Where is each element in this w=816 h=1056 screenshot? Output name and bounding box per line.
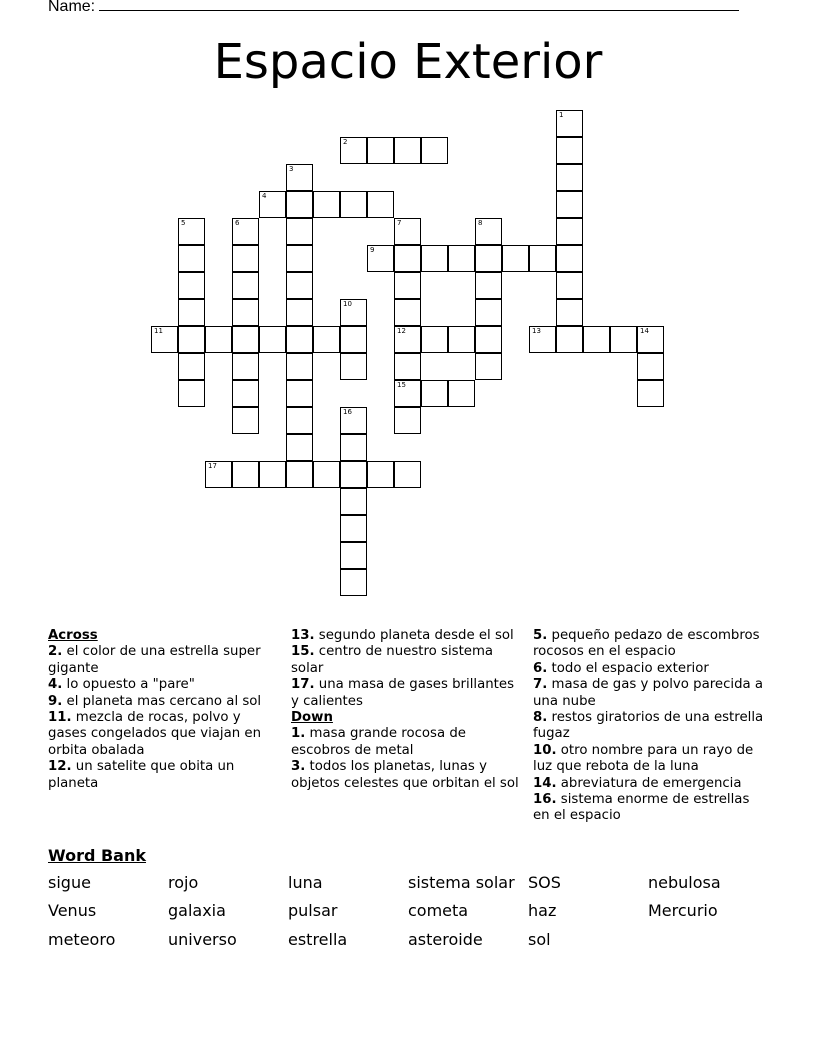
clue-number: 4.: [48, 677, 63, 693]
crossword-cell[interactable]: [178, 272, 205, 299]
crossword-cell[interactable]: [178, 218, 205, 245]
cell-number: 6: [235, 219, 240, 227]
crossword-cell[interactable]: [340, 461, 367, 488]
crossword-cell[interactable]: [394, 461, 421, 488]
crossword-cell[interactable]: [259, 191, 286, 218]
crossword-cell[interactable]: [556, 299, 583, 326]
down-heading: Down: [291, 710, 333, 726]
clue-number: 3.: [291, 759, 306, 775]
crossword-cell[interactable]: [286, 461, 313, 488]
crossword-cell[interactable]: [448, 245, 475, 272]
crossword-cell[interactable]: [286, 272, 313, 299]
clue-item: [533, 792, 769, 825]
across-heading: Across: [48, 628, 98, 643]
cell-number: 12: [397, 327, 406, 335]
crossword-cell[interactable]: [232, 218, 259, 245]
clue-item: [48, 694, 278, 710]
crossword-cell[interactable]: [556, 272, 583, 299]
word-bank-item: rojo: [168, 873, 199, 892]
clue-number: 11.: [48, 710, 72, 726]
cell-number: 15: [397, 381, 406, 389]
page-title: Espacio Exterior: [213, 34, 603, 90]
crossword-cell[interactable]: [367, 461, 394, 488]
clues-column-2: [291, 628, 519, 792]
cell-number: 11: [154, 327, 163, 335]
clue-number: 6.: [533, 660, 548, 676]
clue-text: una masa de gases brillantes y calientes: [291, 677, 515, 709]
clue-number: 9.: [48, 693, 63, 709]
clue-item: [48, 710, 278, 759]
clue-item: [533, 661, 769, 677]
crossword-cell[interactable]: [286, 191, 313, 218]
crossword-cell[interactable]: [475, 272, 502, 299]
crossword-cell[interactable]: [475, 353, 502, 380]
word-bank-item: asteroide: [408, 930, 483, 949]
crossword-cell[interactable]: [556, 164, 583, 191]
clue-text: abreviatura de emergencia: [556, 775, 742, 791]
clue-text: centro de nuestro sistema solar: [291, 644, 494, 676]
crossword-cell[interactable]: [340, 515, 367, 542]
crossword-cell[interactable]: [286, 245, 313, 272]
clue-text: masa grande rocosa de escobros de metal: [291, 726, 466, 758]
crossword-cell[interactable]: [205, 326, 232, 353]
crossword-cell[interactable]: [232, 272, 259, 299]
crossword-cell[interactable]: [394, 407, 421, 434]
crossword-cell[interactable]: [205, 461, 232, 488]
crossword-cell[interactable]: [475, 218, 502, 245]
clue-number: 7.: [533, 677, 548, 693]
clue-item: [291, 628, 519, 644]
cell-number: 14: [640, 327, 649, 335]
crossword-cell[interactable]: [259, 326, 286, 353]
crossword-cell[interactable]: [232, 326, 259, 353]
clue-number: 15.: [291, 644, 315, 660]
word-bank-title: Word Bank: [48, 846, 147, 865]
cell-number: 8: [478, 219, 483, 227]
cell-number: 4: [262, 192, 267, 200]
crossword-cell[interactable]: [286, 326, 313, 353]
clue-number: 12.: [48, 759, 72, 775]
name-label: Name:: [48, 0, 96, 15]
clue-text: lo opuesto a "pare": [62, 677, 195, 693]
crossword-cell[interactable]: [286, 434, 313, 461]
word-bank-item: luna: [288, 873, 323, 892]
crossword-cell[interactable]: [394, 353, 421, 380]
crossword-cell[interactable]: [178, 326, 205, 353]
crossword-cell[interactable]: [475, 326, 502, 353]
word-bank-item: SOS: [528, 873, 561, 892]
crossword-cell[interactable]: [421, 380, 448, 407]
clue-number: 5.: [533, 628, 548, 643]
crossword-cell[interactable]: [556, 191, 583, 218]
cell-number: 9: [370, 246, 375, 254]
clue-text: el color de una estrella super gigante: [48, 644, 261, 676]
word-bank-item: sigue: [48, 873, 91, 892]
clue-text: un satelite que obita un planeta: [48, 759, 235, 791]
clue-text: mezcla de rocas, polvo y gases congelados que viajan en orbita obalada: [48, 710, 262, 758]
word-bank-item: sol: [528, 930, 551, 949]
crossword-cell[interactable]: [475, 299, 502, 326]
clue-text: todo el espacio exterior: [547, 660, 709, 676]
crossword-cell[interactable]: [448, 326, 475, 353]
crossword-cell[interactable]: [232, 461, 259, 488]
clue-number: 2.: [48, 644, 63, 660]
crossword-cell[interactable]: [529, 326, 556, 353]
crossword-cell[interactable]: [421, 326, 448, 353]
crossword-cell[interactable]: [637, 353, 664, 380]
crossword-cell[interactable]: [394, 380, 421, 407]
crossword-cell[interactable]: [394, 137, 421, 164]
clue-item: [291, 677, 519, 710]
crossword-cell[interactable]: [232, 299, 259, 326]
crossword-cell[interactable]: [394, 245, 421, 272]
clue-text: sistema enorme de estrellas en el espacio: [533, 792, 750, 824]
cell-number: 17: [208, 462, 217, 470]
clue-item: [291, 644, 519, 677]
clue-number: 14.: [533, 775, 557, 791]
crossword-cell[interactable]: [637, 326, 664, 353]
word-bank-item: universo: [168, 930, 237, 949]
crossword-cell[interactable]: [178, 245, 205, 272]
crossword-cell[interactable]: [529, 245, 556, 272]
crossword-cell[interactable]: [178, 380, 205, 407]
crossword-cell[interactable]: [367, 191, 394, 218]
clue-item: [48, 644, 278, 677]
crossword-cell[interactable]: [232, 245, 259, 272]
crossword-cell[interactable]: [286, 299, 313, 326]
clue-item: [533, 776, 769, 792]
crossword-cell[interactable]: [340, 542, 367, 569]
crossword-cell[interactable]: [232, 353, 259, 380]
clue-item: [533, 628, 769, 661]
word-bank-item: estrella: [288, 930, 348, 949]
crossword-cell[interactable]: [340, 407, 367, 434]
word-bank-item: sistema solar: [408, 873, 515, 892]
clue-item: [533, 677, 769, 710]
word-bank-item: haz: [528, 901, 557, 920]
crossword-cell[interactable]: [367, 137, 394, 164]
crossword-cell[interactable]: [340, 488, 367, 515]
cell-number: 16: [343, 408, 352, 416]
crossword-cell[interactable]: [286, 353, 313, 380]
clue-text: masa de gas y polvo parecida a una nube: [533, 677, 764, 709]
crossword-cell[interactable]: [313, 326, 340, 353]
clue-number: 8.: [533, 710, 548, 726]
word-bank-item: galaxia: [168, 901, 226, 920]
crossword-cell[interactable]: [151, 326, 178, 353]
clues-column-1: [48, 628, 278, 792]
word-bank-item: nebulosa: [648, 873, 721, 892]
crossword-cell[interactable]: [583, 326, 610, 353]
crossword-cell[interactable]: [286, 380, 313, 407]
cell-number: 3: [289, 165, 294, 173]
crossword-cell[interactable]: [232, 380, 259, 407]
crossword-cell[interactable]: [502, 245, 529, 272]
crossword-cell[interactable]: [556, 137, 583, 164]
word-bank-item: pulsar: [288, 901, 338, 920]
crossword-cell[interactable]: [421, 137, 448, 164]
clue-text: el planeta mas cercano al sol: [62, 693, 262, 709]
crossword-cell[interactable]: [178, 353, 205, 380]
clue-text: todos los planetas, lunas y objetos celestes que orbitan el sol: [291, 759, 519, 791]
crossword-cell[interactable]: [637, 380, 664, 407]
crossword-cell[interactable]: [367, 245, 394, 272]
clues-column-3: [533, 628, 769, 825]
crossword-cell[interactable]: [286, 218, 313, 245]
crossword-cell[interactable]: [448, 380, 475, 407]
clue-item: [291, 759, 519, 792]
cell-number: 13: [532, 327, 541, 335]
word-bank-item: cometa: [408, 901, 469, 920]
word-bank-item: Mercurio: [648, 901, 718, 920]
crossword-cell[interactable]: [556, 245, 583, 272]
cell-number: 5: [181, 219, 186, 227]
crossword-cell[interactable]: [340, 434, 367, 461]
cell-number: 7: [397, 219, 402, 227]
word-bank-item: Venus: [48, 901, 97, 920]
crossword-cell[interactable]: [556, 218, 583, 245]
clue-number: 10.: [533, 742, 557, 758]
clue-number: 1.: [291, 726, 306, 742]
crossword-cell[interactable]: [313, 461, 340, 488]
crossword-cell[interactable]: [340, 326, 367, 353]
clue-number: 13.: [291, 628, 315, 643]
clue-number: 16.: [533, 792, 557, 808]
crossword-cell[interactable]: [475, 245, 502, 272]
crossword-cell[interactable]: [556, 110, 583, 137]
crossword-cell[interactable]: [421, 245, 448, 272]
cell-number: 2: [343, 138, 348, 146]
crossword-cell[interactable]: [313, 191, 340, 218]
crossword-cell[interactable]: [556, 326, 583, 353]
word-bank-item: meteoro: [48, 930, 116, 949]
crossword-cell[interactable]: [340, 353, 367, 380]
crossword-cell[interactable]: [394, 326, 421, 353]
crossword-cell[interactable]: [286, 407, 313, 434]
clue-item: [533, 710, 769, 743]
clue-text: segundo planeta desde el sol: [314, 628, 514, 643]
crossword-cell[interactable]: [259, 461, 286, 488]
crossword-cell[interactable]: [340, 191, 367, 218]
crossword-cell[interactable]: [178, 299, 205, 326]
crossword-cell[interactable]: [610, 326, 637, 353]
crossword-cell[interactable]: [394, 218, 421, 245]
cell-number: 10: [343, 300, 352, 308]
crossword-cell[interactable]: [286, 164, 313, 191]
crossword-cell[interactable]: [232, 407, 259, 434]
crossword-cell[interactable]: [394, 299, 421, 326]
clue-item: [533, 743, 769, 776]
crossword-cell[interactable]: [394, 272, 421, 299]
crossword-cell[interactable]: [340, 137, 367, 164]
clue-text: pequeño pedazo de escombros rocosos en el espacio: [533, 628, 760, 660]
clue-item: [291, 726, 519, 759]
clue-number: 17.: [291, 677, 315, 693]
clue-item: [48, 677, 278, 693]
clue-text: restos giratorios de una estrella fugaz: [533, 710, 764, 742]
cell-number: 1: [559, 111, 564, 119]
crossword-cell[interactable]: [340, 569, 367, 596]
clue-item: [48, 759, 278, 792]
crossword-cell[interactable]: [340, 299, 367, 326]
clue-text: otro nombre para un rayo de luz que rebota de la luna: [533, 742, 754, 775]
